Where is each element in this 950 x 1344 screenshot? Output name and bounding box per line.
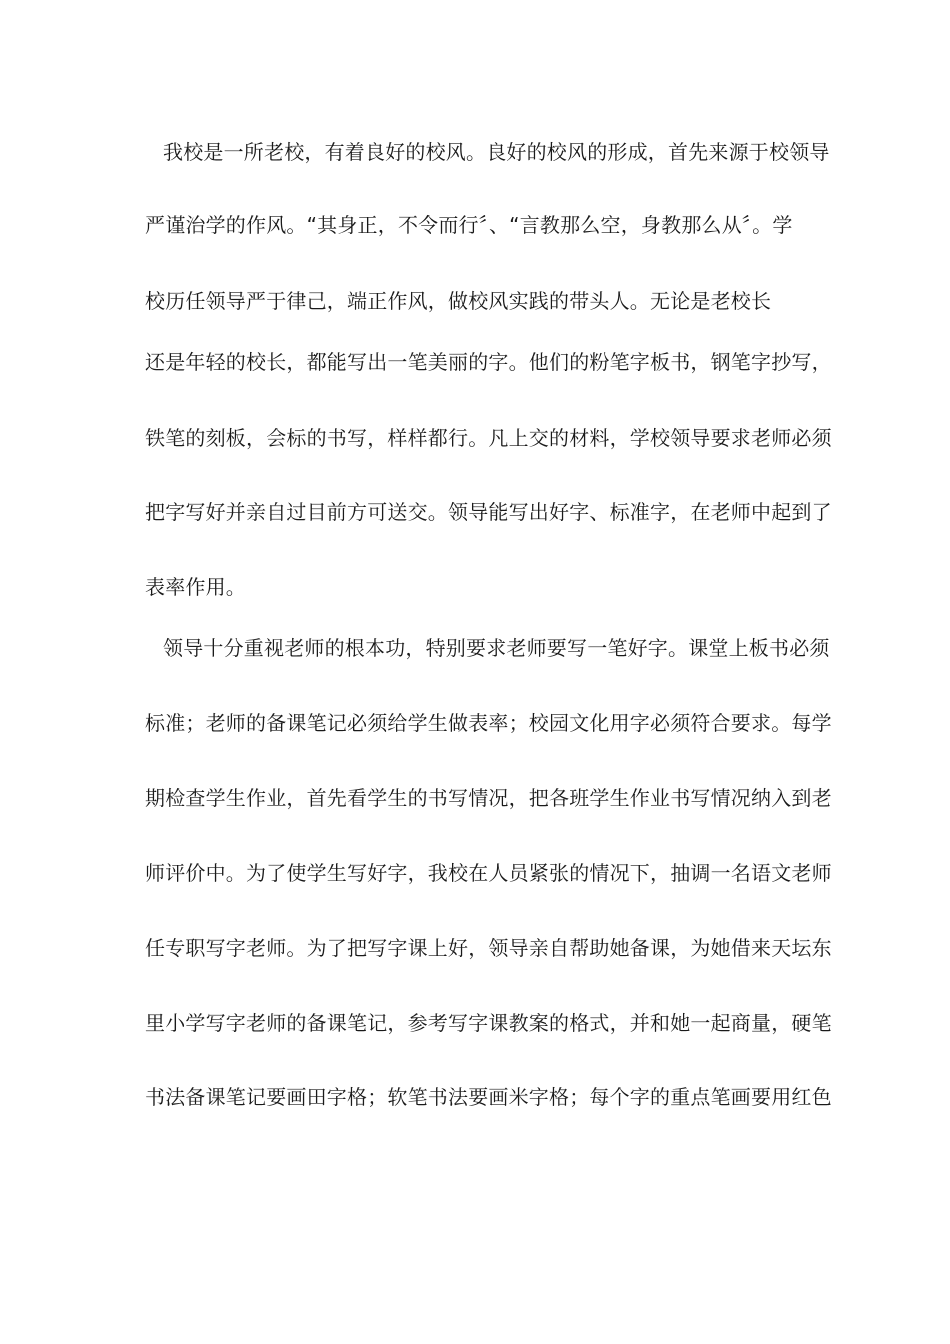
paragraph-1-line-2: 严谨治学的作风。“其身正，不令而行〞、“言教那么空，身教那么从〞。学 <box>145 213 793 237</box>
paragraph-2-line-3: 期检查学生作业，首先看学生的书写情况，把各班学生作业书写情况纳入到老 <box>145 786 832 810</box>
paragraph-2-line-5: 任专职写字老师。为了把写字课上好，领导亲自帮助她备课，为她借来天坛东 <box>145 936 832 960</box>
paragraph-2-line-1: 领导十分重视老师的根本功，特别要求老师要写一笔好字。课堂上板书必须 <box>163 636 830 660</box>
paragraph-1-line-5: 铁笔的刻板，会标的书写，样样都行。凡上交的材料，学校领导要求老师必须 <box>145 426 832 450</box>
paragraph-1-line-7: 表率作用。 <box>145 575 246 599</box>
paragraph-1-line-3: 校历任领导严于律己，端正作风，做校风实践的带头人。无论是老校长 <box>145 289 772 313</box>
paragraph-2-line-7: 书法备课笔记要画田字格；软笔书法要画米字格；每个字的重点笔画要用红色 <box>145 1085 832 1109</box>
paragraph-2-line-6: 里小学写字老师的备课笔记，参考写字课教案的格式，并和她一起商量，硬笔 <box>145 1011 832 1035</box>
paragraph-1-line-1: 我校是一所老校，有着良好的校风。良好的校风的形成，首先来源于校领导 <box>163 140 830 164</box>
paragraph-1-line-6: 把字写好并亲自过目前方可送交。领导能写出好字、标准字，在老师中起到了 <box>145 500 832 524</box>
paragraph-2-line-2: 标准；老师的备课笔记必须给学生做表率；校园文化用字必须符合要求。每学 <box>145 711 832 735</box>
paragraph-2-line-4: 师评价中。为了使学生写好字，我校在人员紧张的情况下，抽调一名语文老师 <box>145 861 832 885</box>
paragraph-1-line-4: 还是年轻的校长，都能写出一笔美丽的字。他们的粉笔字板书，钢笔字抄写， <box>145 350 832 374</box>
